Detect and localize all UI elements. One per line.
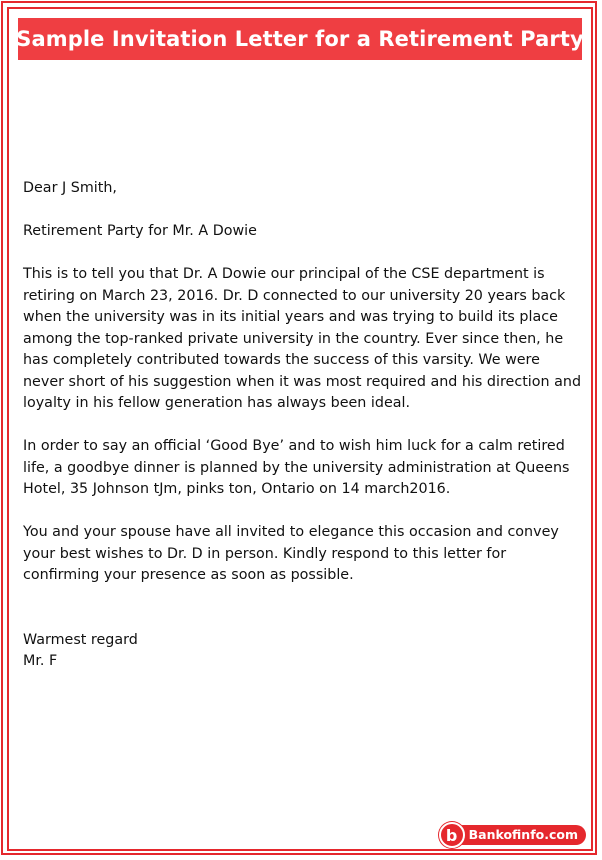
site-logo [439,822,586,848]
page-title: Sample Invitation Letter for a Retirement Party [16,27,584,51]
salutation: Dear J Smith, [23,180,117,196]
title-banner [18,18,582,60]
closing: Warmest regard [23,631,138,648]
body-paragraph-3: You and your spouse have all invited to elegance this occasion and convey your best wishes to Dr. D in person. Kindly respond to this letter for confirming your presence as soon as possible. [23,524,559,583]
logo-text: Bankofinfo.com [453,825,586,845]
b-circle-icon: b [439,822,465,848]
body-paragraph-1: This is to tell you that Dr. A Dowie our principal of the CSE department is retiring on March 23, 2016. Dr. D connected to our university 20 years back when the university was in its initial years and was trying to build its place among the top-ranked private university in the country. Ever since then, he has completely contributed towards the success of this varsity. We were never short of his suggestion when it was most required and his direction and loyalty in his fellow generation has always been ideal. [23,266,582,411]
subject-line: Retirement Party for Mr. A Dowie [23,223,257,239]
body-paragraph-2: In order to say an official ‘Good Bye’ and to wish him luck for a calm retired life, a goodbye dinner is planned by the university administration at Queens Hotel, 35 Johnson tJm, pinks ton, Ontario on 14 march2016. [23,438,570,497]
signature: Mr. F [23,653,58,669]
letter-body [23,178,583,673]
